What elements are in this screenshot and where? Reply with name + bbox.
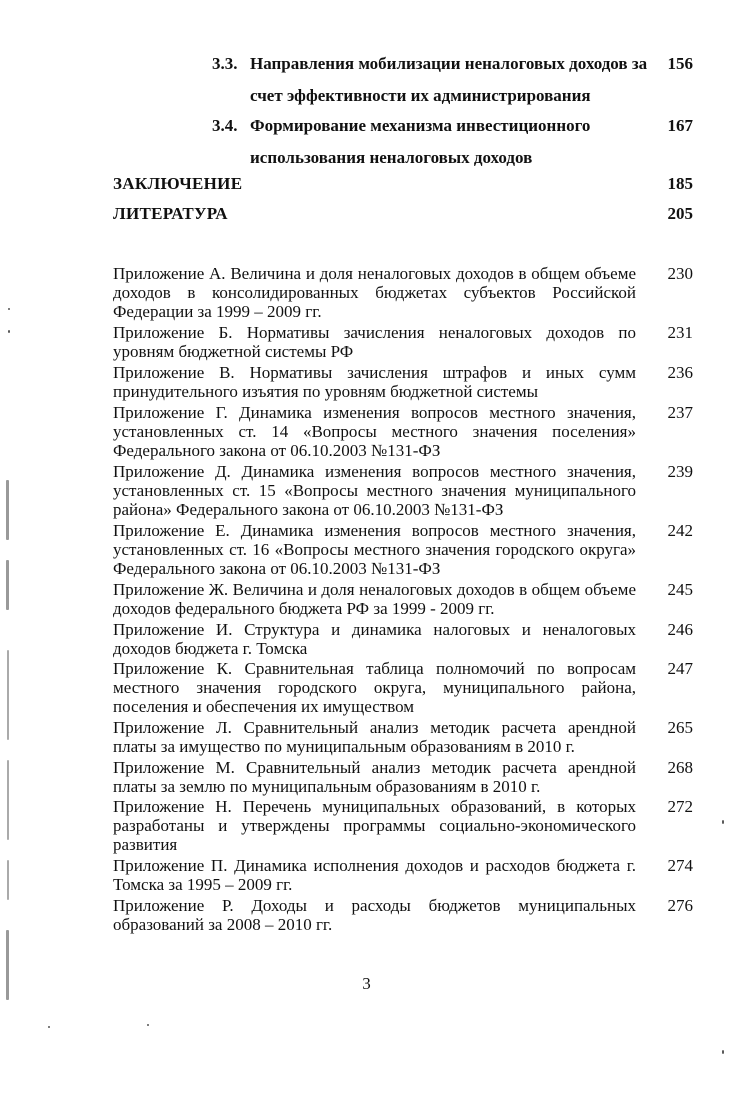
appendix-entry: Приложение М. Сравнительный анализ методик расчета арендной платы за землю по муниципальным образованиям в 2010 г. xyxy=(113,758,636,796)
toc-page-number: 167 xyxy=(667,116,693,135)
appendix-entry: Приложение А. Величина и доля неналоговых доходов в общем объеме доходов в консолидированных бюджетах субъектов Российской Федерации за 1999 – 2009 гг. xyxy=(113,264,636,321)
appendix-entry: Приложение В. Нормативы зачисления штрафов и иных сумм принудительного изъятия по уровням бюджетной системы xyxy=(113,363,636,401)
toc-subsection-title: Формирование механизма инвестиционного использования неналоговых доходов xyxy=(250,116,591,167)
appendix-page-number: 265 xyxy=(667,718,693,737)
appendix-entry: Приложение Е. Динамика изменения вопросов местного значения, установленных ст. 16 «Вопросы местного значения городского округа» Федерального закона от 06.10.2003 №131-ФЗ xyxy=(113,521,636,578)
appendix-page-number: 245 xyxy=(667,580,693,599)
appendix-page-number: 231 xyxy=(667,323,693,342)
toc-page-number: 205 xyxy=(667,204,693,223)
appendix-page-number: 246 xyxy=(667,620,693,639)
appendix-entry: Приложение Н. Перечень муниципальных образований, в которых разработаны и утверждены программы социально-экономического развития xyxy=(113,797,636,854)
toc-heading-literature: ЛИТЕРАТУРА xyxy=(113,204,228,223)
appendix-page-number: 230 xyxy=(667,264,693,283)
appendix-page-number: 236 xyxy=(667,363,693,382)
appendix-page-number: 247 xyxy=(667,659,693,678)
appendix-entry: Приложение П. Динамика исполнения доходов и расходов бюджета г. Томска за 1995 – 2009 гг. xyxy=(113,856,636,894)
toc-heading-conclusion: ЗАКЛЮЧЕНИЕ xyxy=(113,174,243,193)
toc-page-number: 156 xyxy=(667,54,693,73)
appendix-entry: Приложение Л. Сравнительный анализ методик расчета арендной платы за имущество по муниципальным образованиям в 2010 г. xyxy=(113,718,636,756)
appendix-entry: Приложение Б. Нормативы зачисления неналоговых доходов по уровням бюджетной системы РФ xyxy=(113,323,636,361)
appendix-entry: Приложение Ж. Величина и доля неналоговых доходов в общем объеме доходов федерального бюджета РФ за 1999 - 2009 гг. xyxy=(113,580,636,618)
appendix-page-number: 276 xyxy=(667,896,693,915)
appendix-page-number: 268 xyxy=(667,758,693,777)
appendix-entry: Приложение Г. Динамика изменения вопросов местного значения, установленных ст. 14 «Вопросы местного значения поселения» Федерального закона от 06.10.2003 №131-ФЗ xyxy=(113,403,636,460)
page-number: 3 xyxy=(362,974,371,993)
toc-subsection-number: 3.3. xyxy=(212,54,238,73)
appendix-entry: Приложение К. Сравнительная таблица полномочий по вопросам местного значения городского округа, муниципального района, поселения и обеспечения их имуществом xyxy=(113,659,636,716)
appendix-entry: Приложение И. Структура и динамика налоговых и неналоговых доходов бюджета г. Томска xyxy=(113,620,636,658)
appendix-page-number: 272 xyxy=(667,797,693,816)
appendix-entry: Приложение Д. Динамика изменения вопросов местного значения, установленных ст. 15 «Вопросы местного значения муниципального района» Федерального закона от 06.10.2003 №131-ФЗ xyxy=(113,462,636,519)
appendix-page-number: 239 xyxy=(667,462,693,481)
toc-page-number: 185 xyxy=(667,174,693,193)
appendix-page-number: 274 xyxy=(667,856,693,875)
appendix-entry: Приложение Р. Доходы и расходы бюджетов муниципальных образований за 2008 – 2010 гг. xyxy=(113,896,636,934)
toc-subsection-title: Направления мобилизации неналоговых доходов за счет эффективности их администрирования xyxy=(250,54,648,105)
appendix-page-number: 237 xyxy=(667,403,693,422)
appendix-page-number: 242 xyxy=(667,521,693,540)
toc-subsection-number: 3.4. xyxy=(212,116,238,135)
